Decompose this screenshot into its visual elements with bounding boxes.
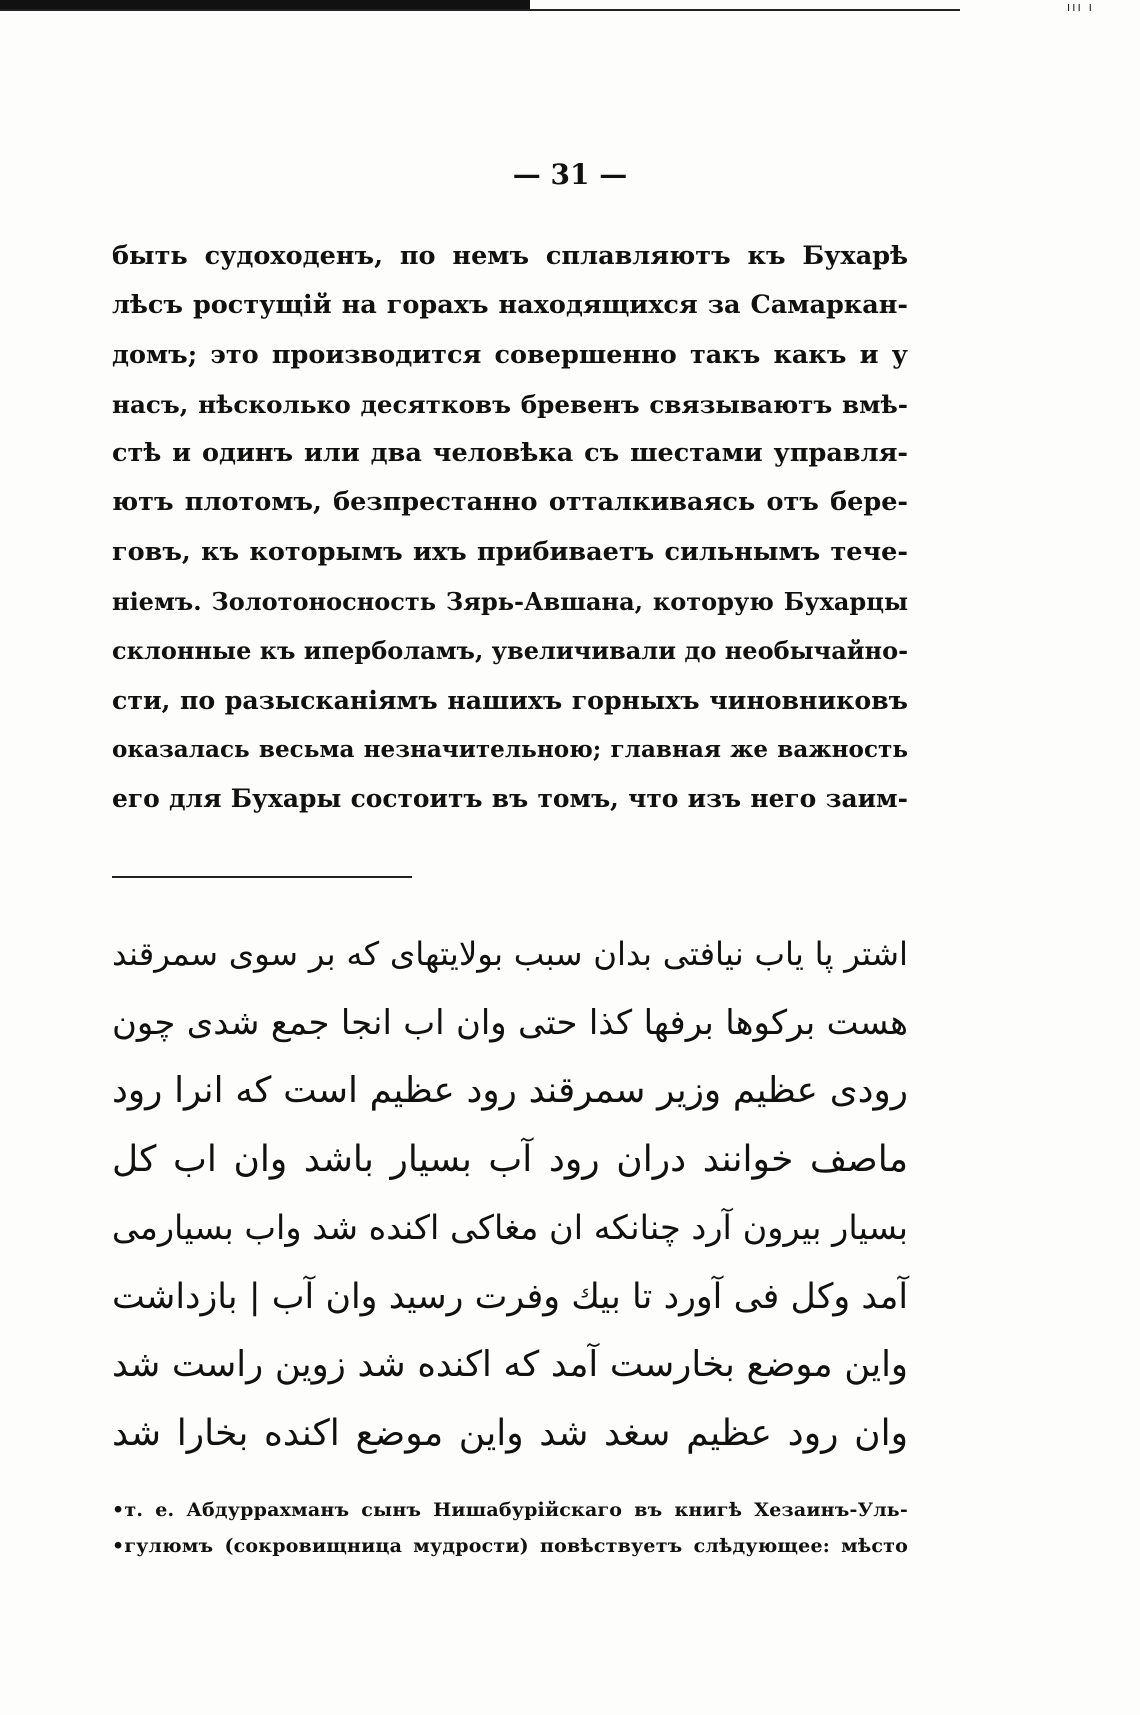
persian-line: بسیار بیرون آرد چنانکه ان مغاکی اکنده شد واب بسیارمی bbox=[111, 1208, 908, 1247]
persian-line: رودی عظیم وزیر سمرقند رود عظیم است که انرا رود bbox=[112, 1070, 908, 1111]
top-edge-thin-rule bbox=[0, 9, 960, 11]
text-line: лѣсъ ростущій на горахъ находящихся за Самаркан- bbox=[112, 290, 908, 321]
text-line: насъ, нѣсколько десятковъ бревенъ связываютъ вмѣ- bbox=[112, 389, 908, 419]
page-number: — 31 — bbox=[512, 158, 628, 191]
text-line: оказалась весьма незначительною; главная же важность bbox=[112, 735, 908, 763]
persian-line: وان رود عظیم سغد شد واین موضع اکنده بخارا شد bbox=[112, 1412, 908, 1454]
text-line: ютъ плотомъ, безпрестанно отталкиваясь отъ бере- bbox=[112, 487, 908, 518]
footnote-line: •гулюмъ (сокровищница мудрости) повѣствуетъ слѣдующее: мѣсто bbox=[112, 1535, 908, 1557]
persian-line: واین موضع بخارست آمد که اکنده شد زوین راست شد bbox=[112, 1344, 908, 1385]
corner-mark: ııı ı bbox=[1066, 0, 1094, 14]
persian-quotation bbox=[112, 920, 908, 1468]
persian-line: اشتر پا یاب نیافتی بدان سبب بولایتهای که بر سوی سمرقند bbox=[112, 935, 908, 973]
text-line: стѣ и одинъ или два человѣка съ шестами управля- bbox=[112, 438, 908, 469]
persian-line: آمد وکل فی آورد تا بیك وفرت رسید وان آب | بازداشت bbox=[112, 1276, 908, 1317]
text-line: сти, по разысканіямъ нашихъ горныхъ чиновниковъ bbox=[112, 684, 908, 715]
text-line: ніемъ. Золотоносность Зярь-Авшана, которую Бухарцы bbox=[112, 587, 908, 617]
text-line: говъ, къ которымъ ихъ прибиваетъ сильнымъ тече- bbox=[112, 536, 908, 567]
text-line: его для Бухары состоитъ въ томъ, что изъ него заим- bbox=[112, 784, 908, 814]
text-line: быть судоходенъ, по немъ сплавляютъ къ Бухарѣ bbox=[112, 241, 908, 271]
text-line: домъ; это производится совершенно такъ какъ и у bbox=[112, 339, 908, 370]
text-line: склонные къ иперболамъ, увеличивали до необычайно- bbox=[112, 636, 909, 666]
footnote-line: •т. е. Абдуррахманъ сынъ Нишабурійскаго въ книгѣ Хезаинъ-Уль- bbox=[112, 1499, 908, 1521]
persian-line: ماصف خوانند دران رود آب بسیار باشد وان اب کل bbox=[112, 1138, 908, 1180]
persian-line: هست برکوها برفها کذا حتی وان اب انجا جمع شدی چون bbox=[112, 1002, 908, 1042]
footnote-separator bbox=[112, 876, 412, 878]
main-text bbox=[112, 232, 908, 824]
footnote-translation bbox=[112, 1492, 908, 1564]
